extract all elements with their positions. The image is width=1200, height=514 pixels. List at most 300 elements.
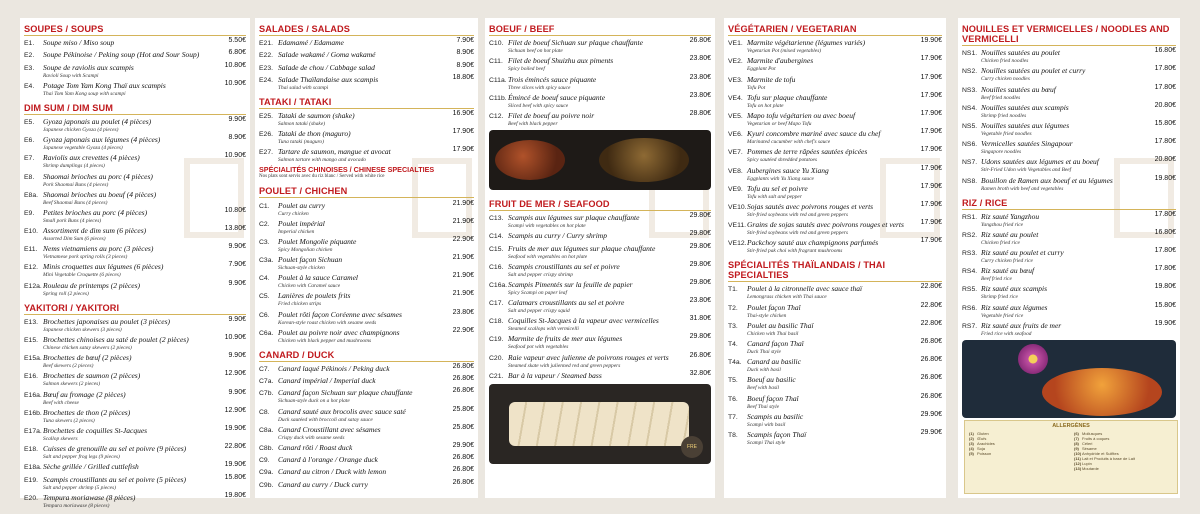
item-price: 17.90€ xyxy=(452,146,474,154)
item-price: 10.90€ xyxy=(224,152,246,160)
item-price: 25.80€ xyxy=(452,405,474,413)
item-code: E4. xyxy=(24,82,35,90)
item-english-name: Vegetarian Pot (mixed vegetables) xyxy=(747,48,822,55)
item-code: NS8. xyxy=(962,177,978,185)
item-name: Brochettes japonaises au poulet (3 pièces) xyxy=(43,316,170,326)
menu-item xyxy=(962,247,1176,264)
menu-item xyxy=(24,261,246,278)
item-name: Tofu au sel et poivre xyxy=(747,183,808,193)
section-title: NOUILLES ET VERMICELLES / NOODLES AND VERMICELLI xyxy=(962,18,1176,46)
item-name: Brochettes de coquilles St-Jacques xyxy=(43,425,148,435)
item-code: C7b. xyxy=(259,390,274,398)
section-title: TATAKI / TATAKI xyxy=(259,91,474,109)
item-english-name: Sichuan-style duck on a hot plate xyxy=(278,398,350,405)
item-price: 9.90€ xyxy=(228,352,246,360)
item-code: C9. xyxy=(259,457,270,465)
item-price: 17.80€ xyxy=(1154,65,1176,73)
allergen-row xyxy=(969,451,1068,456)
item-name: Grains de sojas sautés avec poivrons rouges et verts xyxy=(747,220,904,230)
item-price: 5.50€ xyxy=(228,37,246,45)
item-code: E16a. xyxy=(24,391,42,399)
item-english-name: Spicy boiled beef xyxy=(508,66,545,73)
item-name: Canard façon Sichuan sur plaque chauffante xyxy=(278,388,413,398)
item-code: C3. xyxy=(259,238,270,246)
restaurant-logo: FRE xyxy=(681,436,703,458)
menu-item xyxy=(489,55,711,72)
item-code: E21. xyxy=(259,40,273,48)
item-english-name: Fried rice with seafood xyxy=(981,330,1032,337)
item-english-name: Assorted Dim Sum (6 pieces) xyxy=(43,236,106,243)
menu-item-list xyxy=(24,37,246,97)
item-price: 23.80€ xyxy=(689,297,711,305)
menu-item xyxy=(259,200,474,217)
item-code: T3. xyxy=(728,322,738,330)
item-code: T7. xyxy=(728,413,738,421)
item-code: C6. xyxy=(259,311,270,319)
item-name: Raie vapeur avec julienne de poivrons rouges et verts xyxy=(508,352,669,362)
item-code: VE9. xyxy=(728,185,743,193)
item-price: 21.90€ xyxy=(452,217,474,225)
menu-item xyxy=(728,302,942,319)
section-title: BOEUF / BEEF xyxy=(489,18,711,36)
menu-item xyxy=(728,237,942,254)
allergen-number: (7) xyxy=(1074,436,1079,441)
menu-item xyxy=(259,110,474,127)
item-price: 12.90€ xyxy=(224,406,246,414)
item-code: C5. xyxy=(259,293,270,301)
item-english-name: Beef fried rice xyxy=(981,276,1012,283)
item-english-name: Salt and pepper frog legs (9 pieces) xyxy=(43,454,120,461)
item-price: 9.90€ xyxy=(228,388,246,396)
item-price: 16.80€ xyxy=(1154,47,1176,55)
item-price: 21.90€ xyxy=(452,254,474,262)
item-english-name: Marinated cucumber with chef's sauce xyxy=(747,139,831,146)
item-price: 26.80€ xyxy=(452,387,474,395)
item-english-name: Beef skewers (2 pieces) xyxy=(43,363,94,370)
item-name: Canard à l'orange / Orange duck xyxy=(278,455,378,465)
menu-item xyxy=(24,370,246,387)
item-price: 21.90€ xyxy=(452,290,474,298)
item-price: 26.80€ xyxy=(920,356,942,364)
menu-item xyxy=(728,110,942,127)
menu-item xyxy=(962,138,1176,155)
item-english-name: Salt and pepper crispy shrimp xyxy=(508,271,573,278)
item-code: C7. xyxy=(259,366,270,373)
section-title: FRUIT DE MER / SEAFOOD xyxy=(489,193,711,211)
menu-item xyxy=(24,152,246,169)
item-english-name: Scampi with basil xyxy=(747,421,786,428)
item-code: C6a. xyxy=(259,329,274,337)
menu-item xyxy=(962,156,1176,173)
item-code: NS5. xyxy=(962,122,978,130)
beef-dishes-photo xyxy=(489,130,711,190)
item-code: E12. xyxy=(24,264,38,272)
item-price: 22.90€ xyxy=(452,326,474,334)
item-price: 29.80€ xyxy=(689,230,711,238)
item-english-name: Salt and pepper shrimp (5 pieces) xyxy=(43,484,116,491)
item-name: Riz sauté aux légumes xyxy=(981,302,1048,312)
item-name: Gyoza japonais aux légumes (4 pièces) xyxy=(43,135,161,145)
menu-item xyxy=(259,375,474,386)
beef-dishes-photo-a xyxy=(495,140,565,180)
item-code: RS4. xyxy=(962,268,978,276)
item-code: C16. xyxy=(489,263,504,271)
item-english-name: Beef Thai style xyxy=(747,403,780,410)
item-code: E15. xyxy=(24,337,38,344)
menu-item-list xyxy=(962,47,1176,191)
item-price: 10.80€ xyxy=(224,206,246,214)
item-price: 26.80€ xyxy=(920,392,942,400)
menu-item xyxy=(24,207,246,224)
allergen-name: Gluten xyxy=(977,431,989,436)
menu-item xyxy=(489,370,711,381)
item-name: Nouilles sautées au bœuf xyxy=(981,84,1056,94)
item-english-name: Curry chicken xyxy=(278,210,309,217)
menu-item xyxy=(728,92,942,109)
item-price: 10.90€ xyxy=(224,334,246,341)
allergen-name: Mollusques xyxy=(1082,431,1103,436)
item-name: Canard façon Thaï xyxy=(747,339,804,348)
menu-section xyxy=(20,97,250,297)
item-english-name: Beef with cheese xyxy=(43,399,79,406)
allergen-number: (1) xyxy=(969,431,974,436)
item-english-name: Shrimp fried noodles xyxy=(981,112,1027,119)
allergen-number: (3) xyxy=(969,441,974,446)
item-english-name: Stir-fried pak choi with fragrant mushrooms xyxy=(747,248,843,255)
item-english-name: Salt and pepper crispy squid xyxy=(508,308,570,315)
item-english-name: Chinese chicken satay skewers (2 pieces) xyxy=(43,345,132,351)
menu-item xyxy=(259,128,474,145)
item-code: NS6. xyxy=(962,141,978,149)
item-price: 10.90€ xyxy=(224,79,246,87)
item-code: C11a. xyxy=(489,76,507,84)
item-price: 26.80€ xyxy=(452,363,474,370)
item-code: T4. xyxy=(728,341,738,348)
item-price: 26.80€ xyxy=(689,37,711,45)
item-code: E15a. xyxy=(24,355,42,363)
menu-item xyxy=(24,474,246,491)
item-english-name: Scampi Thai style xyxy=(747,439,786,446)
menu-section xyxy=(255,163,478,344)
item-english-name: Chicken fried noodles xyxy=(981,58,1029,65)
item-english-name: Shrimp dumplings (4 pieces) xyxy=(43,163,105,170)
item-english-name: Tuna tataki (maguro) xyxy=(278,139,324,146)
item-price: 26.80€ xyxy=(452,466,474,474)
allergen-name: Fruits à coques xyxy=(1082,436,1110,441)
item-price: 29.80€ xyxy=(689,278,711,286)
menu-item xyxy=(962,211,1176,228)
item-code: E8. xyxy=(24,173,35,181)
menu-item xyxy=(24,189,246,206)
item-english-name: Beef fried noodles xyxy=(981,94,1021,101)
menu-item-list xyxy=(259,363,474,490)
item-english-name: Salmon tataki (shake) xyxy=(278,120,326,127)
item-price: 26.80€ xyxy=(452,375,474,383)
item-price: 19.80€ xyxy=(1154,283,1176,291)
item-english-name: Beef Shaomai Buns (4 pieces) xyxy=(43,199,108,206)
item-english-name: Seafood pot with vegetables xyxy=(508,344,569,351)
item-price: 17.90€ xyxy=(920,128,942,136)
item-english-name: Eggplant Pot xyxy=(747,66,776,73)
allergen-row xyxy=(1074,466,1173,471)
item-code: E26. xyxy=(259,131,273,139)
item-name: Riz sauté aux scampis xyxy=(981,284,1048,294)
menu-item xyxy=(259,387,474,404)
item-price: 18.80€ xyxy=(452,73,474,81)
item-price: 23.80€ xyxy=(689,73,711,81)
menu-item xyxy=(489,74,711,91)
item-name: Riz sauté au poulet xyxy=(981,229,1039,239)
item-name: Sojas sautés avec poivrons rouges et verts xyxy=(747,201,874,211)
menu-item xyxy=(962,229,1176,246)
item-code: E13. xyxy=(24,318,38,326)
item-english-name: Curry chicken noodles xyxy=(981,76,1030,83)
menu-column-1 xyxy=(20,18,250,509)
menu-item xyxy=(24,243,246,260)
item-code: C12. xyxy=(489,112,504,120)
item-name: Fruits de mer aux légumes sur plaque chauffante xyxy=(508,243,656,253)
menu-item xyxy=(259,74,474,91)
item-price: 17.80€ xyxy=(1154,138,1176,146)
item-code: VE5. xyxy=(728,112,743,120)
item-english-name: Seafood with vegetables on hot plate xyxy=(508,253,588,260)
item-price: 22.80€ xyxy=(920,283,942,291)
item-name: Poulet au curry xyxy=(278,200,326,210)
item-code: E1. xyxy=(24,40,35,48)
menu-item xyxy=(24,389,246,406)
menu-item xyxy=(728,356,942,373)
menu-item xyxy=(259,236,474,253)
item-english-name: Tofu with salt and pepper xyxy=(747,193,802,200)
item-price: 29.80€ xyxy=(689,333,711,341)
item-name: Pommes de terre râpées sautées épicées xyxy=(747,147,868,157)
menu-item xyxy=(489,212,711,229)
menu-item xyxy=(24,225,246,242)
menu-item xyxy=(728,37,942,54)
menu-item xyxy=(24,352,246,369)
item-price: 23.80€ xyxy=(452,308,474,316)
item-name: Canard au citron / Duck with lemon xyxy=(278,467,387,477)
allergen-number: (9) xyxy=(1074,446,1079,451)
item-name: Petites brioches au porc (4 pièces) xyxy=(43,207,148,217)
item-name: Brochettes de thon (2 pièces) xyxy=(43,407,131,417)
menu-item xyxy=(489,279,711,296)
item-price: 17.90€ xyxy=(920,200,942,208)
section-note: Nos plats sont servis avec du riz blanc / Served with white rice xyxy=(259,174,385,180)
item-code: E9. xyxy=(24,209,35,217)
menu-item xyxy=(24,134,246,151)
item-english-name: Stir-fried soybeans with red and green peppers xyxy=(747,211,849,218)
item-price: 19.80€ xyxy=(1154,174,1176,182)
menu-item-list xyxy=(24,316,246,509)
menu-item xyxy=(24,425,246,442)
item-name: Minis croquettes aux légumes (6 pièces) xyxy=(43,262,164,272)
item-price: 9.90€ xyxy=(228,315,246,323)
item-name: Bar à la vapeur / Steamed bass xyxy=(508,370,602,380)
item-code: E18. xyxy=(24,446,38,454)
item-name: Tempura moriawase (8 pièces) xyxy=(43,492,136,502)
item-code: E5. xyxy=(24,118,35,126)
menu-item xyxy=(962,120,1176,137)
item-name: Shaomai brioches au boeuf (4 pièces) xyxy=(43,189,157,199)
menu-item xyxy=(259,454,474,465)
item-price: 19.90€ xyxy=(1154,319,1176,327)
item-english-name: Sichuan beef on hot plate xyxy=(508,48,563,55)
item-name: Salade de chou / Cabbage salad xyxy=(278,62,375,72)
section-title: SOUPES / SOUPS xyxy=(24,18,246,36)
item-code: C15. xyxy=(489,245,504,253)
item-code: C7a. xyxy=(259,378,274,386)
menu-item xyxy=(728,74,942,91)
item-name: Gyoza japonais au poulet (4 pièces) xyxy=(43,116,152,126)
item-name: Canard impérial / Imperial duck xyxy=(278,376,376,386)
item-price: 17.90€ xyxy=(452,128,474,136)
item-name: Boeuf au basilic xyxy=(747,375,796,385)
menu-item xyxy=(728,146,942,163)
item-code: VE8. xyxy=(728,167,743,175)
item-name: Aubergines sauce Yu Xiang xyxy=(747,165,829,175)
item-name: Scampis croustillants au sel et poivre (5 pièces) xyxy=(43,474,186,484)
allergen-number: (6) xyxy=(1074,431,1079,436)
menu-item xyxy=(259,363,474,374)
item-english-name: Tempura moriawase (8 pieces) xyxy=(43,502,110,509)
item-name: Poulet façon Sichuan xyxy=(278,255,343,265)
item-english-name: Steamed skate with julienned red and green peppers xyxy=(508,362,621,369)
menu-item xyxy=(259,272,474,289)
menu-item xyxy=(728,165,942,182)
menu-item-list xyxy=(489,212,711,381)
item-name: Tartare de saumon, mangue et avocat xyxy=(278,147,391,157)
item-name: Nouilles sautées aux légumes xyxy=(981,120,1070,130)
menu-item xyxy=(259,218,474,235)
item-name: Canard rôti / Roast duck xyxy=(278,442,353,452)
rice-dish-photo-bowl xyxy=(1042,368,1162,416)
item-name: Canard au basilic xyxy=(747,357,801,367)
item-english-name: Chicken with Thai basil xyxy=(747,330,799,337)
item-name: Canard sauté aux brocolis avec sauce saté xyxy=(278,406,406,416)
menu-item xyxy=(728,283,942,300)
allergen-number: (13) xyxy=(1074,466,1082,471)
item-english-name: Small pork Buns (4 pieces) xyxy=(43,217,102,224)
beef-dishes-photo-b xyxy=(599,138,689,182)
item-english-name: Yangzhou fried rice xyxy=(981,221,1024,228)
item-name: Edamamé / Edamame xyxy=(278,38,344,48)
item-price: 15.80€ xyxy=(224,473,246,481)
item-english-name: Japanese chicken skewers (3 pieces) xyxy=(43,326,122,333)
item-price: 16.80€ xyxy=(1154,228,1176,236)
menu-item xyxy=(962,283,1176,300)
item-code: NS3. xyxy=(962,86,978,94)
item-name: Poulet impérial xyxy=(278,218,325,228)
item-price: 9.90€ xyxy=(228,279,246,287)
item-code: E2. xyxy=(24,52,35,60)
item-code: T1. xyxy=(728,286,738,294)
menu-item xyxy=(24,316,246,333)
item-code: VE4. xyxy=(728,94,743,102)
item-english-name: Vegetable fried rice xyxy=(981,312,1024,319)
menu-item xyxy=(259,254,474,271)
item-english-name: Spicy sautéed shredded potatoes xyxy=(747,157,818,164)
menu-item xyxy=(728,374,942,391)
menu-section xyxy=(255,18,478,91)
menu-item xyxy=(962,320,1176,337)
item-english-name: Duck with basil xyxy=(747,367,781,374)
item-price: 17.90€ xyxy=(920,55,942,63)
item-code: VE10. xyxy=(728,203,747,211)
spring-rolls-photo-rolls xyxy=(509,402,689,446)
item-price: 8.90€ xyxy=(228,134,246,142)
item-name: Nouilles sautées au poulet xyxy=(981,48,1060,58)
item-code: VE7. xyxy=(728,149,743,157)
allergen-name: Œufs xyxy=(977,436,987,441)
section-subtitle: SPÉCIALITÉS CHINOISES / CHINESE SPECIALTIES xyxy=(259,165,435,175)
item-price: 26.80€ xyxy=(452,478,474,486)
item-code: C9a. xyxy=(259,469,274,477)
item-code: C10. xyxy=(489,40,504,48)
item-code: E6. xyxy=(24,137,35,145)
item-english-name: Sichuan-style chicken xyxy=(278,265,325,272)
menu-column-3 xyxy=(485,18,715,498)
menu-item xyxy=(728,429,942,446)
menu-item xyxy=(24,407,246,424)
item-price: 16.90€ xyxy=(452,109,474,117)
item-code: C13. xyxy=(489,215,504,223)
item-english-name: Singapore noodles xyxy=(981,149,1022,156)
item-code: E11. xyxy=(24,246,38,254)
item-name: Poulet au basilic Thaï xyxy=(747,320,814,330)
menu-item xyxy=(24,280,246,297)
item-code: RS2. xyxy=(962,231,978,239)
item-name: Marmite d'aubergines xyxy=(747,56,814,66)
item-code: T4a. xyxy=(728,359,742,367)
menu-section xyxy=(958,192,1180,337)
section-title: DIM SUM / DIM SUM xyxy=(24,97,246,115)
item-english-name: Chicken fried rice xyxy=(981,239,1020,246)
menu-item xyxy=(489,37,711,54)
item-code: VE1. xyxy=(728,40,743,48)
menu-item xyxy=(489,261,711,278)
menu-item xyxy=(24,49,246,60)
item-english-name: Lemongrass chicken with Thai sauce xyxy=(747,294,827,301)
item-code: C18. xyxy=(489,318,504,326)
menu-item xyxy=(489,352,711,369)
item-name: Brochettes de saumon (2 pièces) xyxy=(43,371,141,381)
item-price: 8.90€ xyxy=(456,49,474,57)
item-price: 22.90€ xyxy=(452,235,474,243)
item-name: Poulet rôti façon Coréenne avec sésames xyxy=(278,309,402,319)
item-english-name: Sliced beef with spicy sauce xyxy=(508,102,569,109)
item-code: E8a. xyxy=(24,191,38,199)
item-english-name: Pork Shaomai Buns (4 pieces) xyxy=(43,181,109,188)
item-price: 6.80€ xyxy=(228,49,246,57)
item-name: Kyuri concombre mariné avec sauce du chef xyxy=(747,129,881,139)
item-price: 7.90€ xyxy=(456,37,474,45)
menu-item xyxy=(24,116,246,133)
item-price: 17.90€ xyxy=(920,91,942,99)
item-price: 17.90€ xyxy=(920,237,942,245)
item-name: Raviolis aux crevettes (4 pièces) xyxy=(43,153,140,163)
rice-dish-photo-flower xyxy=(1018,344,1048,374)
item-code: C4. xyxy=(259,275,270,283)
item-price: 22.80€ xyxy=(920,301,942,309)
item-price: 19.80€ xyxy=(224,491,246,499)
item-price: 26.80€ xyxy=(920,374,942,382)
menu-item xyxy=(259,406,474,423)
item-code: RS3. xyxy=(962,250,978,258)
item-english-name: Chicken with Caramel sauce xyxy=(278,283,341,290)
item-name: Nems vietnamiens au porc (3 pièces) xyxy=(43,244,154,254)
item-english-name: Thai salad with scampi xyxy=(278,84,329,91)
